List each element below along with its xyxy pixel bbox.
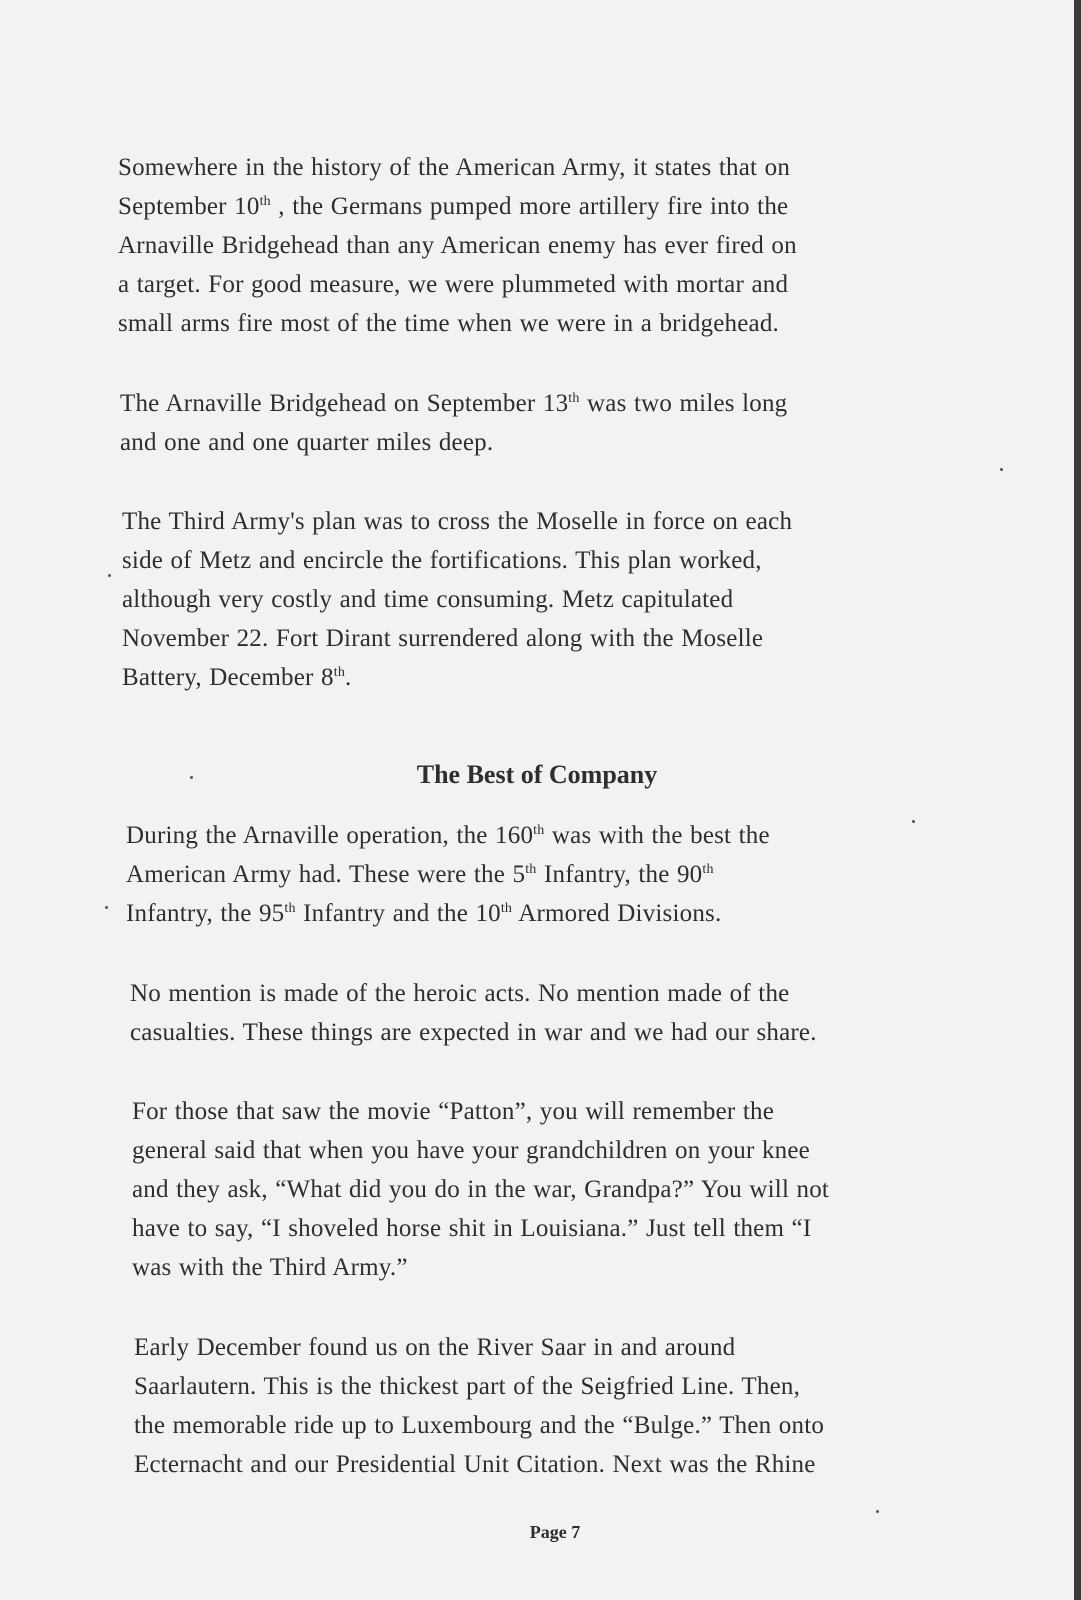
text-line: and one and one quarter miles deep. [120, 429, 494, 456]
scan-speck [190, 776, 193, 779]
scan-speck [876, 1510, 879, 1513]
text-line: During the Arnaville operation, the 160th was with the best the [126, 822, 770, 849]
scan-speck [1000, 468, 1003, 471]
text-line: a target. For good measure, we were plummeted with mortar and [118, 271, 789, 298]
text-line: small arms fire most of the time when we were in a bridgehead. [118, 310, 779, 337]
text-line: general said that when you have your grandchildren on your knee [132, 1137, 810, 1164]
text-line: Somewhere in the history of the American Army, it states that on [118, 154, 791, 181]
text-line: although very costly and time consuming. Metz capitulated [122, 586, 734, 613]
text-line: was with the Third Army.” [132, 1254, 408, 1281]
paragraph-heroic-acts [130, 974, 817, 1052]
paragraph-third-army-plan [122, 502, 792, 697]
text-line: side of Metz and encircle the fortifications. This plan worked, [122, 547, 762, 574]
text-line: Infantry, the 95th Infantry and the 10th Armored Divisions. [126, 900, 722, 927]
scan-speck [108, 574, 111, 577]
page-number: Page 7 [529, 1522, 581, 1542]
scan-speck [105, 906, 108, 909]
paragraph-patton [132, 1092, 829, 1287]
text-line: Saarlautern. This is the thickest part of the Seigfried Line. Then, [134, 1373, 801, 1400]
text-line: Arnaville Bridgehead than any American enemy has ever fired on [118, 232, 797, 259]
text-line: No mention is made of the heroic acts. No mention made of the [130, 980, 790, 1007]
paragraph-artillery [118, 148, 797, 343]
text-line: the memorable ride up to Luxembourg and the “Bulge.” Then onto [134, 1412, 825, 1439]
paragraph-river-saar [134, 1328, 824, 1484]
page-edge-shadow [1074, 0, 1081, 1600]
section-heading: The Best of Company [416, 760, 658, 789]
text-line: American Army had. These were the 5th Infantry, the 90th [126, 861, 714, 888]
text-line: For those that saw the movie “Patton”, you will remember the [132, 1098, 774, 1125]
text-line: The Third Army's plan was to cross the Moselle in force on each [122, 508, 793, 535]
text-line: casualties. These things are expected in war and we had our share. [130, 1019, 817, 1046]
text-line: November 22. Fort Dirant surrendered along with the Moselle [122, 625, 764, 652]
text-line: September 10th , the Germans pumped more artillery fire into the [118, 193, 789, 220]
text-line: Early December found us on the River Saar in and around [134, 1334, 736, 1361]
text-line: The Arnaville Bridgehead on September 13th was two miles long [120, 390, 788, 417]
paragraph-bridgehead-size [120, 384, 787, 462]
text-line: Ecternacht and our Presidential Unit Citation. Next was the Rhine [134, 1451, 816, 1478]
scan-speck [912, 820, 915, 823]
paragraph-best-of-company [126, 816, 770, 933]
text-line: and they ask, “What did you do in the war, Grandpa?” You will not [132, 1176, 830, 1203]
text-line: Battery, December 8th. [122, 664, 352, 691]
text-line: have to say, “I shoveled horse shit in Louisiana.” Just tell them “I [132, 1215, 812, 1242]
